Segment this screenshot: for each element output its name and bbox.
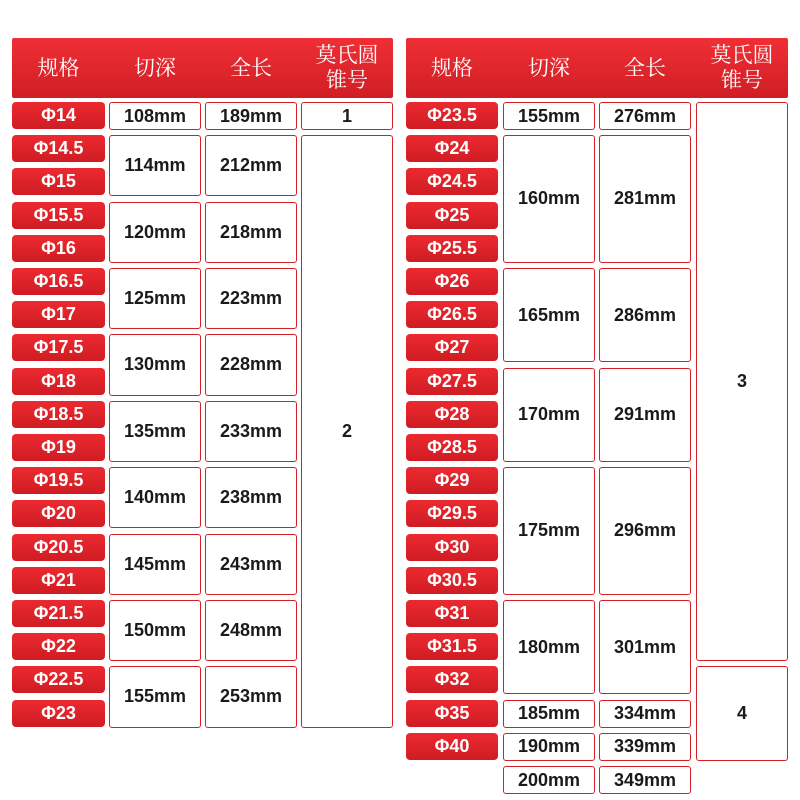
spec-label: Φ28 [406,401,498,428]
spec-label: Φ24 [406,135,498,162]
depth-cell: 170mm [503,368,595,462]
spec-label: Φ27.5 [406,368,498,395]
spec-label: Φ16 [12,235,105,262]
length-cell: 301mm [599,600,691,694]
spec-label: Φ22.5 [12,666,105,693]
spec-label: Φ14 [12,102,105,129]
spec-label: Φ15.5 [12,202,105,229]
length-cell: 223mm [205,268,297,329]
spec-label: Φ19 [12,434,105,461]
spec-label: Φ25 [406,202,498,229]
spec-label: Φ18 [12,368,105,395]
spec-label: Φ31.5 [406,633,498,660]
header-spec: 规格 [37,55,80,80]
depth-cell: 155mm [503,102,595,130]
spec-label: Φ17 [12,301,105,328]
length-cell: 281mm [599,135,691,263]
left-table-header [12,38,393,98]
depth-cell: 108mm [109,102,201,130]
depth-cell: 150mm [109,600,201,661]
length-cell: 296mm [599,467,691,595]
depth-cell: 114mm [109,135,201,196]
spec-label: Φ26 [406,268,498,295]
length-cell: 189mm [205,102,297,130]
spec-label: Φ32 [406,666,498,693]
length-cell: 286mm [599,268,691,362]
header-taper: 莫氏圆 锥号 [315,43,379,92]
depth-cell: 155mm [109,666,201,727]
spec-label: Φ28.5 [406,434,498,461]
spec-label: Φ27 [406,334,498,361]
length-cell: 243mm [205,534,297,595]
depth-cell: 185mm [503,700,595,728]
taper-cell: 1 [301,102,393,130]
depth-cell: 190mm [503,733,595,761]
spec-label: Φ29.5 [406,500,498,527]
taper-cell: 2 [301,135,393,727]
spec-label: Φ30 [406,534,498,561]
depth-cell: 125mm [109,268,201,329]
depth-cell: 135mm [109,401,201,462]
spec-label: Φ14.5 [12,135,105,162]
depth-cell: 160mm [503,135,595,263]
spec-label: Φ29 [406,467,498,494]
spec-label: Φ35 [406,700,498,727]
spec-label: Φ17.5 [12,334,105,361]
length-cell: 291mm [599,368,691,462]
spec-label: Φ23 [12,700,105,727]
spec-label: Φ21.5 [12,600,105,627]
spec-label: Φ26.5 [406,301,498,328]
spec-label: Φ19.5 [12,467,105,494]
depth-cell: 140mm [109,467,201,528]
spec-label: Φ24.5 [406,168,498,195]
depth-cell: 145mm [109,534,201,595]
spec-label: Φ21 [12,567,105,594]
length-cell: 349mm [599,766,691,794]
depth-cell: 120mm [109,202,201,263]
header-length: 全长 [624,55,666,80]
spec-label: Φ22 [12,633,105,660]
length-cell: 248mm [205,600,297,661]
depth-cell: 200mm [503,766,595,794]
length-cell: 276mm [599,102,691,130]
depth-cell: 180mm [503,600,595,694]
depth-cell: 130mm [109,334,201,395]
length-cell: 212mm [205,135,297,196]
header-depth: 切深 [528,55,570,80]
header-depth: 切深 [134,55,176,80]
length-cell: 228mm [205,334,297,395]
spec-label: Φ18.5 [12,401,105,428]
header-spec: 规格 [431,55,473,80]
spec-label: Φ20.5 [12,534,105,561]
spec-label: Φ16.5 [12,268,105,295]
taper-cell: 4 [696,666,788,760]
length-cell: 334mm [599,700,691,728]
header-taper: 莫氏圆 锥号 [710,43,774,92]
length-cell: 233mm [205,401,297,462]
spec-label: Φ15 [12,168,105,195]
taper-cell: 3 [696,102,788,661]
length-cell: 253mm [205,666,297,727]
spec-label: Φ40 [406,733,498,760]
length-cell: 238mm [205,467,297,528]
depth-cell: 165mm [503,268,595,362]
spec-label: Φ31 [406,600,498,627]
spec-label: Φ23.5 [406,102,498,129]
spec-label: Φ20 [12,500,105,527]
depth-cell: 175mm [503,467,595,595]
header-length: 全长 [230,55,272,80]
spec-label: Φ30.5 [406,567,498,594]
right-table-header [406,38,788,98]
spec-label: Φ25.5 [406,235,498,262]
length-cell: 218mm [205,202,297,263]
length-cell: 339mm [599,733,691,761]
